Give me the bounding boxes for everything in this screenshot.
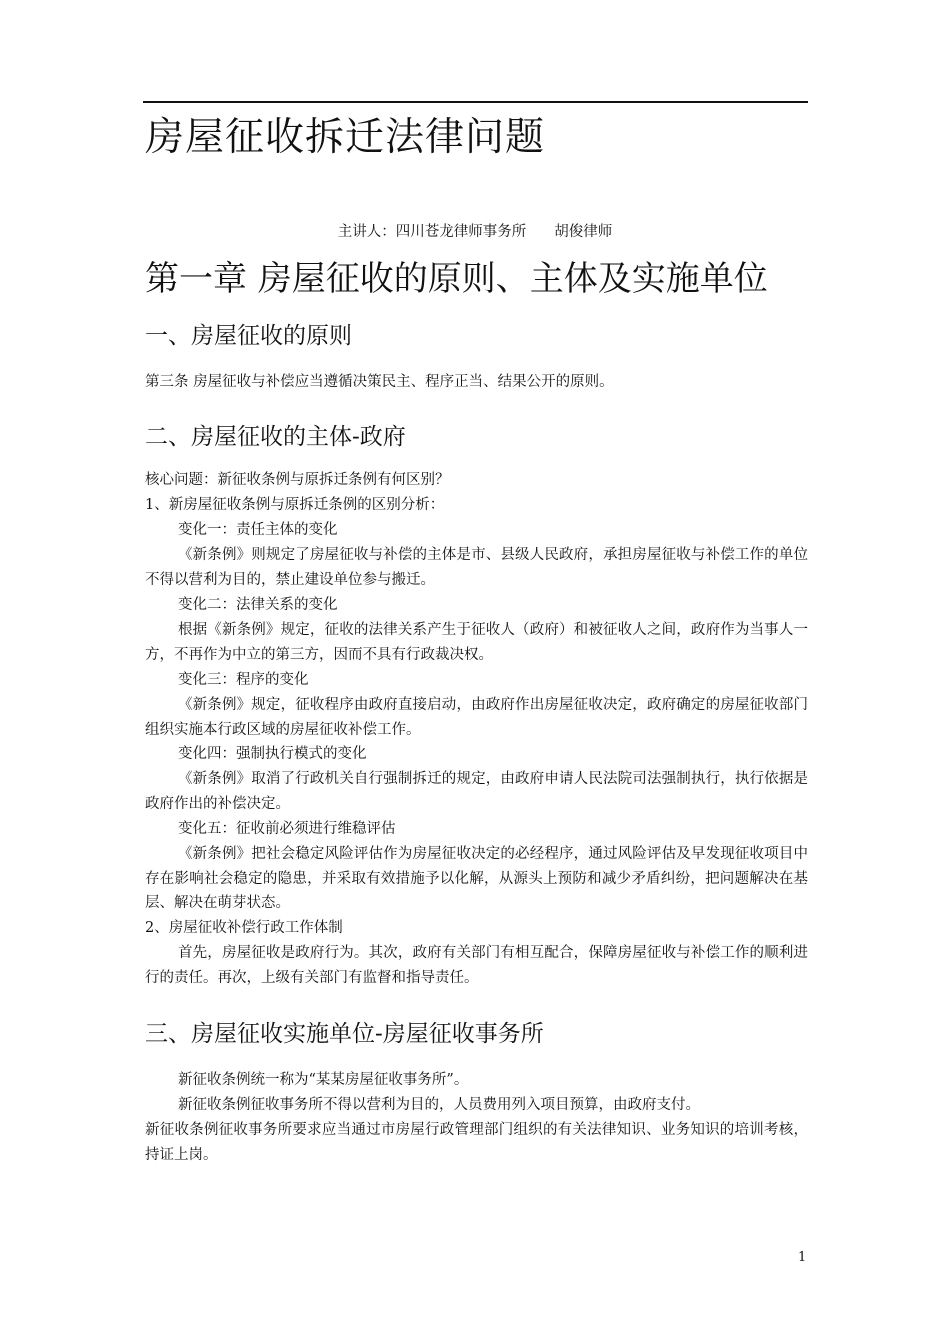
- change3-body: 《新条例》规定，征收程序由政府直接启动，由政府作出房屋征收决定，政府确定的房屋征收部门组织实施本行政区域的房屋征收补偿工作。: [145, 697, 808, 738]
- author-name: 胡俊律师: [554, 224, 613, 240]
- author-label: 主讲人：四川苍龙律师事务所: [337, 224, 527, 240]
- page-number: 1: [798, 1250, 807, 1265]
- item1-heading: 1、新房屋征收条例与原拆迁条例的区别分析：: [145, 497, 445, 513]
- change4-title: 变化四：强制执行模式的变化: [178, 746, 367, 762]
- section1-heading: 一、房屋征收的原则: [145, 323, 352, 349]
- change4-body: 《新条例》取消了行政机关自行强制拆迁的规定，由政府申请人民法院司法强制执行，执行依据是政府作出的补偿决定。: [145, 771, 808, 812]
- item2-body: 首先，房屋征收是政府行为。其次，政府有关部门有相互配合，保障房屋征收与补偿工作的顺利进行的责任。再次，上级有关部门有监督和指导责任。: [145, 945, 808, 986]
- section3-paragraph1: 新征收条例统一称为“某某房屋征收事务所”。: [178, 1072, 469, 1088]
- change5-title: 变化五：征收前必须进行维稳评估: [178, 821, 396, 837]
- section2-heading: 二、房屋征收的主体-政府: [145, 424, 406, 450]
- change3-title: 变化三：程序的变化: [178, 672, 309, 688]
- author-line: [0, 222, 950, 242]
- header-rule: [143, 101, 808, 103]
- core-question: 核心问题：新征收条例与原拆迁条例有何区别？: [145, 472, 450, 488]
- change1-body: 《新条例》则规定了房屋征收与补偿的主体是市、县级人民政府，承担房屋征收与补偿工作的单位不得以营利为目的，禁止建设单位参与搬迁。: [145, 547, 808, 588]
- document-title: 房屋征收拆迁法律问题: [145, 115, 546, 160]
- change2-title: 变化二：法律关系的变化: [178, 597, 338, 613]
- section1-paragraph: 第三条 房屋征收与补偿应当遵循决策民主、程序正当、结果公开的原则。: [145, 374, 614, 390]
- change1-title: 变化一：责任主体的变化: [178, 522, 338, 538]
- section3-paragraph3: 新征收条例征收事务所要求应当通过市房屋行政管理部门组织的有关法律知识、业务知识的培训考核，持证上岗。: [145, 1122, 808, 1163]
- section3-paragraph2: 新征收条例征收事务所不得以营利为目的，人员费用列入项目预算，由政府支付。: [178, 1097, 700, 1113]
- item2-heading: 2、房屋征收补偿行政工作体制: [145, 920, 343, 936]
- change2-body: 根据《新条例》规定，征收的法律关系产生于征收人（政府）和被征收人之间，政府作为当事人一方，不再作为中立的第三方，因而不具有行政裁决权。: [145, 622, 808, 663]
- chapter-title: 第一章 房屋征收的原则、主体及实施单位: [145, 259, 768, 299]
- change5-body: 《新条例》把社会稳定风险评估作为房屋征收决定的必经程序，通过风险评估及早发现征收项目中存在影响社会稳定的隐患，并采取有效措施予以化解，从源头上预防和减少矛盾纠纷，把问题解决在基层、解决在萌芽状态。: [145, 846, 808, 911]
- section3-heading: 三、房屋征收实施单位-房屋征收事务所: [145, 1021, 544, 1047]
